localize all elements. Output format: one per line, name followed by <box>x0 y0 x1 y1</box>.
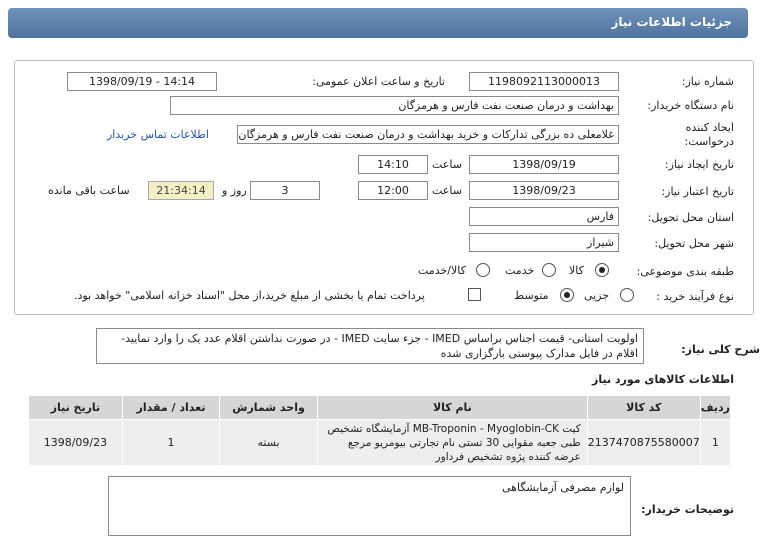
creator-label-2: درخواست: <box>684 135 734 148</box>
col-qty: تعداد / مقدار <box>122 396 219 420</box>
buyer-notes-field: لوازم مصرفی آزمایشگاهی <box>108 476 631 536</box>
process-label: نوع فرآیند خرید : <box>656 290 734 303</box>
treasury-payment-note: پرداخت تمام یا بخشی از مبلغ خرید،از محل "اسناد خزانه اسلامی" خواهد بود. <box>74 289 425 302</box>
category-option-both: کالا/خدمت <box>418 264 466 277</box>
process-radio-medium[interactable] <box>560 288 574 302</box>
items-table-header <box>29 396 731 420</box>
items-section-title: اطلاعات کالاهای مورد نیاز <box>592 373 734 386</box>
created-time-field[interactable]: 14:10 <box>358 155 428 174</box>
process-option-minor: جزیی <box>584 289 610 302</box>
cell-row: 1 <box>700 420 730 466</box>
category-radio-goods[interactable] <box>595 263 609 277</box>
cell-name: کیت MB-Troponin - Myoglobin-CK آزمایشگاه تشخیص طبی جعبه مقوایی 30 تستی نام تجارتی بیومریو مرجع عرضه کننده پژوه تشخیص فرداور <box>317 420 587 466</box>
need-number-label: شماره نیاز: <box>681 75 734 88</box>
validity-date-label: تاریخ اعتبار نیاز: <box>661 185 734 198</box>
announce-field[interactable]: 1398/09/19 - 14:14 <box>67 72 217 91</box>
days-remaining-field: 3 <box>250 181 320 200</box>
process-option-medium: متوسط <box>514 289 549 302</box>
created-date-field[interactable]: 1398/09/19 <box>469 155 619 174</box>
col-code: کد کالا <box>587 396 700 420</box>
category-label: طبقه بندی موضوعی: <box>636 265 734 278</box>
description-label: شرح کلی نیاز: <box>681 343 760 356</box>
cell-unit: بسته <box>220 420 318 466</box>
page-header <box>8 8 748 38</box>
buyer-label: نام دستگاه خریدار: <box>647 99 734 112</box>
category-option-goods: کالا <box>569 264 584 277</box>
buyer-contact-link[interactable]: اطلاعات تماس خریدار <box>107 128 209 141</box>
cell-code: 2137470875580007 <box>587 420 700 466</box>
cell-qty: 1 <box>122 420 219 466</box>
remaining-label: ساعت باقی مانده <box>48 184 130 197</box>
days-label: روز و <box>222 184 247 197</box>
col-name: نام کالا <box>317 396 587 420</box>
col-row: ردیف <box>700 396 730 420</box>
process-radio-minor[interactable] <box>620 288 634 302</box>
col-unit: واحد شمارش <box>220 396 318 420</box>
category-option-service: خدمت <box>505 264 535 277</box>
province-label: استان محل تحویل: <box>647 211 734 224</box>
need-number-field[interactable]: 1198092113000013 <box>469 72 619 91</box>
description-field: اولویت استانی- قیمت اجناس براساس IMED - جزء سایت IMED - در صورت نداشتن اقلام عدد یک را وارد نمایید- اقلام در فایل مدارک پیوستی بارگزاری شده <box>96 328 644 364</box>
remaining-timer: 21:34:14 <box>148 181 214 200</box>
items-table <box>28 395 731 466</box>
validity-time-label: ساعت <box>432 184 462 197</box>
buyer-notes-label: توضیحات خریدار: <box>641 503 734 516</box>
buyer-field[interactable]: بهداشت و درمان صنعت نفت فارس و هرمزگان <box>170 96 619 115</box>
col-date: تاریخ نیاز <box>29 396 123 420</box>
category-radio-service[interactable] <box>542 263 556 277</box>
creator-label: ایجاد کننده <box>685 121 734 134</box>
category-radio-both[interactable] <box>476 263 490 277</box>
province-field[interactable]: فارس <box>469 207 619 226</box>
table-row[interactable] <box>29 420 731 466</box>
created-date-label: تاریخ ایجاد نیاز: <box>664 158 734 171</box>
creator-field[interactable]: غلامعلی ده بزرگی تدارکات و خرید بهداشت و درمان صنعت نفت فارس و هرمزگان <box>237 125 619 144</box>
validity-time-field[interactable]: 12:00 <box>358 181 428 200</box>
city-label: شهر محل تحویل: <box>654 237 734 250</box>
created-time-label: ساعت <box>432 158 462 171</box>
announce-label: تاریخ و ساعت اعلان عمومی: <box>312 75 445 88</box>
validity-date-field[interactable]: 1398/09/23 <box>469 181 619 200</box>
page-title: جزئیات اطلاعات نیاز <box>611 15 732 29</box>
treasury-payment-checkbox[interactable] <box>468 288 481 301</box>
cell-date: 1398/09/23 <box>29 420 123 466</box>
city-field[interactable]: شیراز <box>469 233 619 252</box>
